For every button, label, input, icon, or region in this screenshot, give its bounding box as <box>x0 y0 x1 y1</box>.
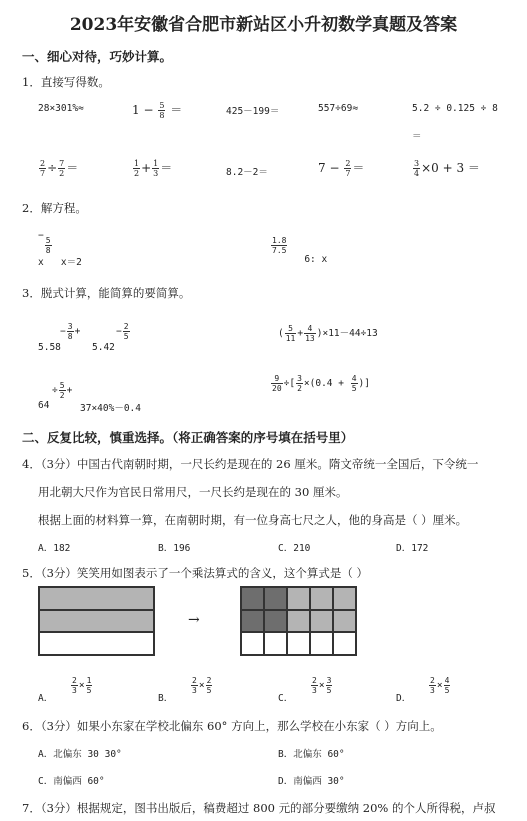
q1-item-4: 557÷69≈ <box>318 103 359 114</box>
q1-item-3: 425－199＝ <box>226 106 280 117</box>
q4-option-d[interactable]: D．172 <box>396 543 429 554</box>
q6-option-b[interactable]: B．北偏东 60° <box>278 749 345 760</box>
q5-line: 5．（3分）笑笑用如图表示了一个乘法算式的含义，这个算式是（ ） <box>22 566 369 580</box>
q2-eq2-tail: 6: x <box>304 254 328 265</box>
q1-item-9: 7 − $\frac{2}{7}$ ＝ <box>318 159 365 178</box>
q4-line1: 4．（3分）中国古代南朝时期，一尺长约是现在的 26 厘米。隋文帝统一全国后，下令统一 <box>22 457 479 471</box>
q5-option-c[interactable]: $\frac{2}{3}$ × $\frac{3}{5}$ <box>312 676 332 695</box>
q3-e4a: 64 <box>38 400 50 411</box>
q5-arrow: → <box>188 612 200 628</box>
q5-option-c-letter[interactable]: C． <box>278 693 294 704</box>
q1-item-7: $\frac{1}{2}$ + $\frac{1}{3}$ ＝ <box>134 159 173 178</box>
q3-e4b: 37×40%－0.4 <box>80 403 141 414</box>
q6-option-c[interactable]: C．南偏西 60° <box>38 776 105 787</box>
q1-item-1: 28×301%≈ <box>38 103 84 114</box>
q4-line3: 根据上面的材料算一算，在南朝时期，有一位身高七尺之人，他的身高是（ ）厘米。 <box>38 513 468 527</box>
q4-option-a[interactable]: A．182 <box>38 543 71 554</box>
q5-figure-left <box>38 586 155 656</box>
q3-e1-frac2: − $\frac{2}{5}$ <box>116 322 129 341</box>
q6-line: 6．（3分）如果小东家在学校北偏东 60° 方向上，那么学校在小东家（ ）方向上。 <box>22 719 442 733</box>
q5-option-a[interactable]: $\frac{2}{3}$ × $\frac{1}{5}$ <box>72 676 92 695</box>
q3-e2: ( $\frac{5}{11}$ + $\frac{4}{13}$ )×11－44÷13 <box>278 324 378 343</box>
q3-e4-frac: ÷ $\frac{5}{2}$ + <box>52 381 73 400</box>
q3-label: 3．脱式计算，能简算的要简算。 <box>22 286 191 300</box>
section2-heading: 二、反复比较，慎重选择。（将正确答案的序号填在括号里） <box>22 430 354 445</box>
q2-eq1-tail: x x＝2 <box>38 257 82 268</box>
q1-label: 1．直接写得数。 <box>22 75 110 89</box>
page-title: 2023年安徽省合肥市新站区小升初数学真题及答案 <box>69 15 458 35</box>
q1-item-5-eq: ＝ <box>412 131 422 142</box>
q3-e1b: 5.42 <box>92 342 115 353</box>
q1-item-2: 1 − $\frac{5}{8}$ ＝ <box>132 101 183 120</box>
section1-heading: 一、细心对待，巧妙计算。 <box>22 49 173 64</box>
q3-e1a: 5.58 <box>38 342 61 353</box>
q2-label: 2．解方程。 <box>22 201 87 215</box>
q7-line: 7．（3分）根据规定，图书出版后，稿费超过 800 元的部分要缴纳 20% 的个人所得税，卢叔 <box>22 801 496 815</box>
q3-e3: $\frac{9}{20}$ ÷[ $\frac{3}{2}$ ×(0.4 + $\frac{4}{5}$ )] <box>272 374 370 393</box>
q5-option-a-letter[interactable]: A． <box>38 693 54 704</box>
q4-option-c[interactable]: C．210 <box>278 543 311 554</box>
q6-option-d[interactable]: D．南偏西 30° <box>278 776 345 787</box>
q3-e1-frac1: − $\frac{3}{8}$ + <box>60 322 81 341</box>
q5-option-b-letter[interactable]: B． <box>158 693 174 704</box>
q4-line2: 用北朝大尺作为官民日常用尺，一尺长约是现在的 30 厘米。 <box>38 485 348 499</box>
q1-item-8: 8.2－2＝ <box>226 167 268 178</box>
q2-eq1: − $\frac{5}{8}$ <box>38 230 51 255</box>
q5-option-d-letter[interactable]: D． <box>396 693 412 704</box>
q5-option-d[interactable]: $\frac{2}{3}$ × $\frac{4}{5}$ <box>430 676 450 695</box>
q2-eq2: $\frac{1.8}{7.5}$ <box>272 236 287 255</box>
q6-option-a[interactable]: A．北偏东 30 30° <box>38 749 122 760</box>
q1-item-10: $\frac{3}{4}$ ×0 + 3 ＝ <box>414 159 480 178</box>
q1-item-5: 5.2 ÷ 0.125 ÷ 8 <box>412 103 498 114</box>
q5-option-b[interactable]: $\frac{2}{3}$ × $\frac{2}{5}$ <box>192 676 212 695</box>
q1-item-6: $\frac{2}{7}$ ÷ $\frac{7}{2}$ ＝ <box>40 159 79 178</box>
q5-figure-right <box>240 586 357 656</box>
q4-option-b[interactable]: B．196 <box>158 543 191 554</box>
